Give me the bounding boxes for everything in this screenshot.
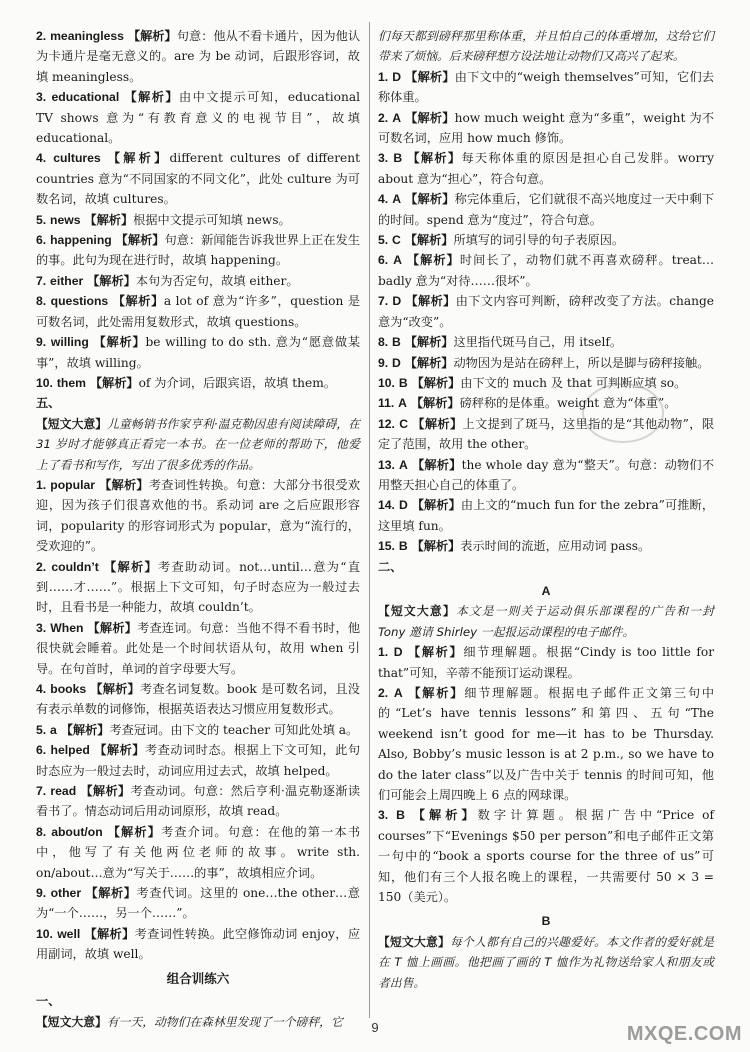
- analysis-tag: 【解析】: [107, 824, 162, 839]
- answer-word: B: [392, 335, 401, 350]
- section-one-heading: 一、: [36, 994, 61, 1009]
- analysis-text: 考查词性转换。句意：大部分书很受欢迎，因为孩子们很喜欢他的书。系动词 are 之后应跟形容词，popularity 的形容词形式为 popular，意为“流行的，受欢迎的”。: [36, 477, 361, 554]
- answer-item: [378, 683, 714, 805]
- answer-item: [378, 230, 714, 250]
- answer-word: B: [393, 151, 403, 166]
- analysis-tag: 【解析】: [93, 335, 146, 350]
- section-one-answers: [378, 67, 714, 557]
- answer-word: read: [50, 784, 77, 799]
- answer-number: 2.: [378, 686, 389, 700]
- answer-number: 6.: [378, 253, 389, 268]
- answer-word: happening: [50, 233, 112, 248]
- analysis-text: 考查代词。这里的 one…the other…意为“一个……，另一个……”。: [36, 886, 360, 921]
- column-divider: [369, 22, 370, 1018]
- answer-word: A: [393, 253, 402, 268]
- answer-item: [36, 373, 360, 393]
- analysis-tag: 【解析】: [411, 457, 462, 472]
- answer-number: 11.: [378, 396, 395, 411]
- answer-item: [378, 414, 714, 455]
- analysis-text: a lot of 意为“许多”，question 是可数名词，此处需用复数形式，故填 questions。: [36, 294, 361, 329]
- answer-item: [36, 148, 360, 209]
- answer-word: A: [392, 110, 402, 125]
- answer-number: 7.: [378, 294, 389, 309]
- group-title: 组合训练六: [166, 970, 230, 986]
- analysis-text: 由下文内容可判断，磅秤改变了方法。change 意为“改变”。: [378, 294, 715, 329]
- analysis-tag: 【解析】: [84, 212, 134, 227]
- answer-word: C: [392, 233, 401, 248]
- answer-item: [36, 271, 360, 291]
- answer-number: 10.: [378, 375, 395, 390]
- answer-word: C: [399, 416, 409, 431]
- answer-word: either: [50, 273, 84, 288]
- answer-item: [36, 883, 360, 924]
- analysis-text: 细节理解题。根据电子邮件正文第三句中的“Let’s have tennis lessons”和第四、五句“The weekend isn’t good for me—it has to be Thursday. Also, Bobby’s music lesson is at 2 p.m., so we have to do the later class”以及广告中关于 tennis 的时间可知，他们可能会上周四晚上 6 点的网球课。: [378, 686, 715, 803]
- summary-one-continued: 们每天都到磅秤那里称体重，并且怕自己的体重增加，这给它们带来了烦恼。后来磅秤想方设法地让动物们又高兴了起来。: [378, 29, 714, 64]
- answer-item: [378, 189, 714, 230]
- analysis-tag: 【解析】: [94, 743, 145, 758]
- analysis-tag: 【解析】: [87, 273, 136, 288]
- answer-number: 4.: [378, 192, 389, 207]
- analysis-text: different cultures of different countries 意为“不同国家的不同文化”，此处 culture 为可数名词，故填 cultures。: [36, 151, 360, 207]
- analysis-text: 本句为否定句，故填 either。: [135, 273, 299, 288]
- analysis-text: 句意：新闻能告诉我世界上正在发生的事。此句为现在进行时，故填 happening。: [36, 233, 361, 268]
- analysis-text: 动物因为是站在磅秤上，所以是脚与磅秤接触。: [453, 355, 710, 370]
- answer-number: 13.: [378, 457, 395, 472]
- answer-item: [36, 26, 360, 87]
- answer-word: meaningless: [50, 29, 124, 43]
- answer-item: [378, 455, 714, 496]
- answer-number: 10.: [36, 375, 53, 390]
- analysis-text: 这里指代斑马自己，用 itself。: [453, 335, 623, 350]
- answer-word: D: [392, 69, 402, 84]
- analysis-text: be willing to do sth. 意为“愿意做某事”，故填 willing。: [36, 335, 361, 370]
- analysis-tag: 【解析】: [90, 682, 140, 696]
- answer-item: [378, 108, 714, 149]
- analysis-text: 根据中文提示可知填 news。: [133, 212, 291, 227]
- answer-item: [36, 720, 360, 740]
- answer-number: 6.: [36, 233, 47, 248]
- answer-word: D: [392, 355, 401, 370]
- section-five-heading: 五、: [36, 396, 61, 411]
- answer-number: 5.: [36, 722, 47, 737]
- analysis-tag: 【解析】: [411, 375, 461, 390]
- analysis-text: 考查冠词。由下文的 teacher 可知此处填 a。: [109, 722, 359, 737]
- analysis-tag: 【解析】: [127, 29, 177, 43]
- analysis-tag: 【解析】: [87, 620, 138, 635]
- analysis-text: 句意：他从不看卡通片，因为他认为卡通片是毫无意义的。are 为 be 动词，后跟形容词，故填 meaningless。: [36, 29, 361, 84]
- section-five-answers: [36, 475, 360, 965]
- answer-number: 1.: [36, 477, 47, 492]
- passage-a-label: A: [541, 583, 551, 598]
- answer-item: [36, 740, 360, 781]
- answer-item: [36, 822, 360, 883]
- summary-five: [36, 414, 360, 475]
- answer-item: [36, 781, 360, 822]
- answer-number: 3.: [378, 808, 389, 823]
- answer-word: A: [398, 396, 407, 411]
- answer-item: [378, 642, 714, 683]
- analysis-tag: 【解析】: [408, 686, 465, 700]
- answer-item: [378, 332, 714, 352]
- analysis-tag: 【解析】: [411, 498, 461, 513]
- analysis-tag: 【解析】: [124, 90, 179, 105]
- answer-word: a: [50, 722, 57, 737]
- answer-word: popular: [50, 477, 95, 492]
- analysis-text: 细节理解题。根据“Cindy is too little for that”可知，辛蒂不能预订运动课程。: [378, 645, 715, 680]
- site-watermark: MXQE.COM: [626, 1023, 742, 1045]
- answer-item: [36, 475, 360, 557]
- analysis-text: 考查词性转换。此空修饰动词 enjoy，应用副词，故填 well。: [36, 926, 361, 962]
- analysis-text: 磅秤称的是体重。weight 意为“体重”。: [459, 396, 677, 411]
- analysis-tag: 【解析】: [107, 151, 170, 166]
- analysis-tag: 【解析】: [410, 396, 460, 411]
- answer-number: 15.: [378, 539, 395, 554]
- page-number: 9: [371, 1020, 379, 1035]
- answer-number: 4.: [36, 682, 47, 696]
- answer-word: cultures: [53, 151, 101, 166]
- answer-number: 14.: [378, 498, 395, 513]
- answer-item: [378, 353, 714, 373]
- answer-word: couldn’t: [51, 559, 99, 574]
- answer-number: 10.: [36, 926, 53, 941]
- answer-word: news: [50, 212, 81, 227]
- answer-item: [378, 373, 714, 393]
- answer-item: [36, 679, 360, 720]
- answer-word: willing: [50, 335, 89, 350]
- analysis-tag: 【解析】: [60, 722, 110, 737]
- answer-item: [378, 495, 714, 536]
- summary-text: 有一天，动物们在森林里发现了一个磅秤，它: [106, 1014, 343, 1029]
- analysis-text: 考查介词。句意：在他的第一本书中，他写了有关他两位老师的故事。write sth. on/about…意为“写关于……的事”，故填相应介词。: [36, 824, 361, 880]
- answer-word: educational: [51, 90, 120, 105]
- analysis-text: 考查连词。句意：当他不得不看书时，他很快就会睡着。此处是一个时间状语从句，故用 when 引导。在句首时，单词的首字母要大写。: [36, 620, 361, 676]
- summary-tag: 【短文大意】: [36, 1014, 107, 1029]
- answer-item: [378, 291, 714, 332]
- analysis-text: 由上文的“much fun for the zebra”可推断，这里填 fun。: [378, 498, 715, 533]
- passage-a-answers: [378, 642, 714, 907]
- answer-number: 3.: [36, 90, 47, 105]
- answer-number: 7.: [36, 273, 47, 288]
- answer-word: questions: [50, 294, 109, 309]
- answer-number: 3.: [36, 620, 47, 635]
- answer-word: When: [50, 620, 84, 635]
- analysis-text: how much weight 意为“多重”，weight 为不可数名词，应用 how much 修饰。: [378, 110, 715, 146]
- summary-text: 本文是一则关于运动俱乐部课程的广告和一封 Tony 邀请 Shirley 一起报运动课程的电子邮件。: [378, 604, 714, 639]
- analysis-tag: 【解析】: [407, 151, 462, 166]
- analysis-text: 考查动词时态。根据上下文可知，此句时态应为一般过去时，动词应用过去式，故填 helped。: [36, 743, 361, 778]
- passage-b-label: B: [541, 914, 551, 929]
- answer-item: [36, 87, 360, 148]
- answer-number: 1.: [378, 69, 389, 84]
- answer-word: D: [398, 498, 408, 513]
- left-top-answers: [36, 26, 360, 393]
- right-column: [378, 26, 714, 993]
- answer-item: [36, 557, 360, 618]
- analysis-tag: 【解析】: [405, 294, 456, 309]
- answer-number: 2.: [378, 110, 389, 125]
- answer-item: [36, 618, 360, 679]
- analysis-tag: 【解析】: [99, 477, 149, 492]
- answer-word: about/on: [51, 824, 103, 839]
- answer-number: 12.: [378, 416, 395, 431]
- analysis-tag: 【解析】: [405, 192, 455, 207]
- summary-tag: 【短文大意】: [36, 416, 108, 431]
- answer-item: [378, 536, 714, 556]
- answer-number: 9.: [36, 886, 47, 901]
- answer-item: [36, 230, 360, 271]
- analysis-tag: 【解析】: [411, 539, 461, 554]
- answer-word: B: [396, 808, 405, 823]
- analysis-tag: 【解析】: [89, 375, 139, 390]
- answer-word: B: [398, 539, 408, 554]
- answer-number: 5.: [378, 233, 389, 248]
- answer-number: 9.: [378, 355, 389, 370]
- answer-number: 6.: [36, 743, 47, 758]
- analysis-tag: 【解析】: [412, 416, 463, 431]
- analysis-text: 上文提到了斑马，这里指的是“其他动物”，限定了范围，故用 the other。: [378, 416, 715, 452]
- analysis-text: 考查名词复数。book 是可数名词，且没有表示单数的词修饰，根据英语表达习惯应用复数形式。: [36, 682, 360, 717]
- left-column: [36, 26, 360, 1032]
- answer-number: 1.: [378, 645, 389, 660]
- analysis-tag: 【解析】: [80, 784, 131, 799]
- answer-word: A: [399, 457, 408, 472]
- answer-item: [36, 924, 360, 965]
- analysis-tag: 【解析】: [404, 335, 454, 350]
- analysis-tag: 【解析】: [112, 294, 164, 309]
- analysis-text: of 为介词，后跟宾语，故填 them。: [138, 375, 336, 390]
- answer-word: other: [50, 886, 82, 901]
- analysis-text: the whole day 意为“整天”。句意：动物们不用整天担心自己的体重了。: [378, 457, 715, 492]
- answer-word: A: [392, 192, 402, 207]
- answer-item: [36, 332, 360, 373]
- answer-word: well: [57, 926, 81, 941]
- summary-text: 每个人都有自己的兴趣爱好。本文作者的爱好就是在 T 恤上画画。他把画了画的 T 恤作为礼物送给家人和朋友或者出售。: [378, 934, 714, 990]
- analysis-text: 由下文中的“weigh themselves”可知，它们去称体重。: [378, 69, 715, 105]
- answer-word: D: [393, 645, 403, 660]
- answer-item: [378, 805, 714, 907]
- analysis-text: 表示时间的流逝，应用动词 pass。: [460, 539, 651, 554]
- answer-word: B: [398, 375, 408, 390]
- answer-item: [378, 148, 714, 189]
- analysis-text: 考查动词。句意：然后亨利·温克勒逐渐读看书了。情态动词后用动词原形，故填 read。: [36, 784, 361, 819]
- summary-one-start: [36, 1012, 360, 1032]
- answer-word: A: [393, 686, 403, 700]
- summary-text: 儿童畅销书作家亨利·温克勒因患有阅读障碍，在 31 岁时才能够真正看完一本书。在一位老师的帮助下，他爱上了看书和写作，写出了很多优秀的作品。: [36, 416, 360, 472]
- analysis-text: 称完体重后，它们就很不高兴地度过一天中剩下的时间。spend 意为“度过”，符合句意。: [378, 192, 715, 227]
- answer-word: them: [56, 375, 86, 390]
- analysis-tag: 【解析】: [115, 233, 165, 248]
- passage-b-summary: [378, 932, 714, 993]
- analysis-tag: 【解析】: [406, 253, 460, 268]
- analysis-tag: 【解析】: [404, 233, 454, 248]
- analysis-text: 时间长了，动物们就不再喜欢磅秤。treat…badly 意为“对待……很坏”。: [378, 253, 715, 288]
- analysis-text: 考查助动词。not…until…意为“直到……才……”。根据上下文可知，句子时态应为一般过去时，且看书是一种能力，故填 couldn’t。: [36, 559, 361, 615]
- answer-item: [36, 210, 360, 230]
- answer-number: 8.: [378, 335, 389, 350]
- answer-number: 9.: [36, 335, 47, 350]
- answer-number: 2.: [36, 29, 47, 43]
- analysis-tag: 【解析】: [408, 645, 464, 660]
- summary-tag: 【短文大意】: [378, 604, 456, 619]
- analysis-tag: 【解析】: [103, 559, 159, 574]
- answer-word: books: [50, 682, 87, 696]
- analysis-tag: 【解析】: [405, 69, 455, 84]
- answer-word: helped: [50, 743, 90, 758]
- answer-item: [378, 250, 714, 291]
- answer-number: 7.: [36, 784, 47, 799]
- analysis-text: 由下文的 much 及 that 可判断应填 so。: [460, 375, 687, 390]
- answer-item: [378, 67, 714, 108]
- answer-number: 8.: [36, 294, 47, 309]
- analysis-tag: 【解析】: [84, 926, 135, 941]
- analysis-tag: 【解析】: [412, 808, 478, 823]
- analysis-tag: 【解析】: [404, 355, 454, 370]
- passage-a-summary: [378, 601, 714, 642]
- analysis-text: 由中文提示可知，educational TV shows 意为“有教育意义的电视节目”，故填 educational。: [36, 90, 361, 146]
- answer-number: 2.: [36, 559, 47, 574]
- summary-tag: 【短文大意】: [378, 934, 451, 949]
- analysis-tag: 【解析】: [405, 110, 455, 125]
- answer-word: D: [392, 294, 402, 309]
- answer-item: [36, 291, 360, 332]
- analysis-tag: 【解析】: [85, 886, 137, 901]
- section-two-heading: 二、: [378, 559, 403, 574]
- analysis-text: 所填写的词引导的句子表原因。: [453, 233, 625, 248]
- answer-number: 8.: [36, 824, 47, 839]
- analysis-text: 数字计算题。根据广告中“Price of courses”下“Evenings $50 per person”和电子邮件正文第一句中的“book a sports course for the three of us”可知，他们有三个人报名晚上的课程，一共需要付 50 × 3 = 150（美元）。: [378, 808, 715, 905]
- answer-number: 5.: [36, 212, 47, 227]
- answer-number: 4.: [36, 151, 47, 166]
- answer-number: 3.: [378, 151, 389, 166]
- analysis-text: 每天称体重的原因是担心自己发胖。worry about 意为“担心”，符合句意。: [378, 151, 714, 186]
- stamp-seal-icon: [582, 383, 664, 443]
